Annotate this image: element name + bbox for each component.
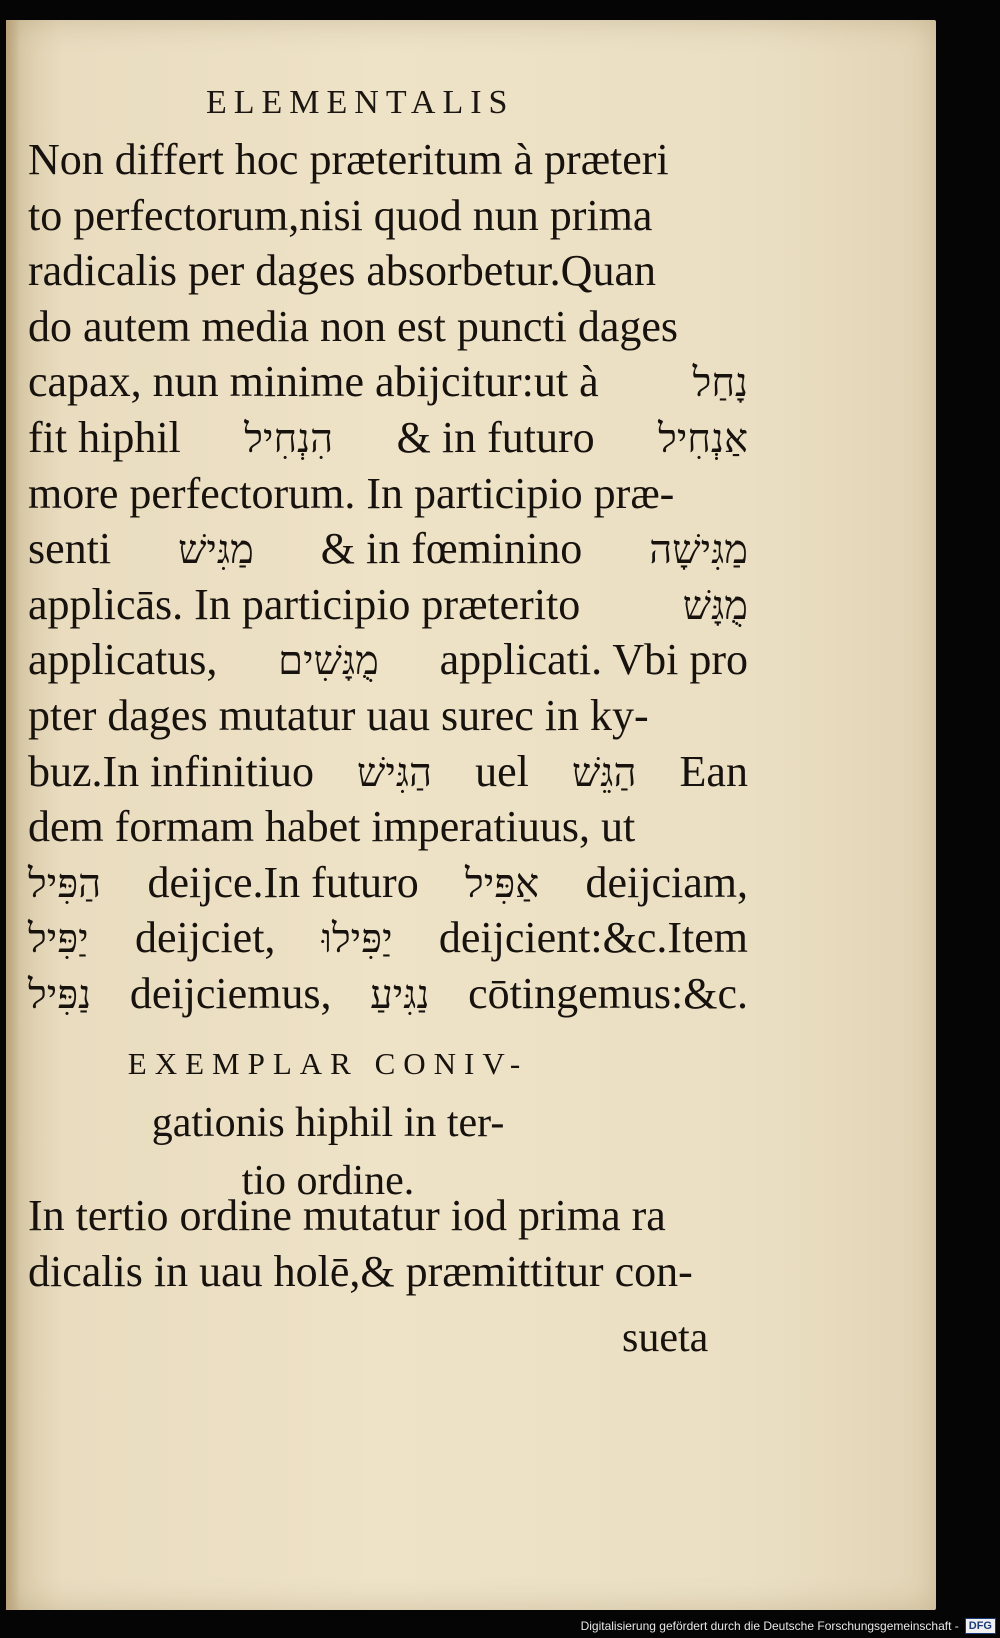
latin-text: & in futuro: [396, 412, 595, 462]
latin-text: do autem media non est puncti dages: [28, 301, 679, 351]
latin-text: applicatus,: [28, 635, 218, 685]
hebrew-word: אַפִּיל: [465, 860, 540, 907]
hebrew-word: מֻגָּשׁ: [682, 582, 748, 629]
latin-text: capax, nun minime abijcitur:ut à: [28, 357, 599, 407]
latin-text: dicalis in uau holē,& præmittitur con-: [28, 1246, 693, 1296]
latin-text: radicalis per dages absorbetur.Quan: [28, 246, 656, 296]
latin-text: deijciet,: [134, 913, 276, 963]
text-line: [28, 910, 748, 966]
section-heading-caps: EXEMPLAR CONIV-: [127, 1046, 529, 1081]
latin-text: deijciemus,: [129, 968, 332, 1018]
hebrew-word: הַפִּיל: [28, 860, 102, 907]
latin-text: Ean: [679, 746, 748, 796]
latin-text: fit hiphil: [28, 412, 181, 462]
text-line: [28, 354, 748, 410]
text-line: [28, 188, 748, 244]
text-line: [28, 688, 748, 744]
text-line: [28, 744, 748, 800]
hebrew-word: הַגֵּשׁ: [571, 749, 637, 796]
body-text-block: [28, 132, 748, 1022]
latin-text: In tertio ordine mutatur iod prima ra: [28, 1191, 666, 1240]
body-text-block-2: [28, 1188, 748, 1299]
section-heading-line-2: gationis hiphil in ter-: [151, 1100, 505, 1146]
text-line: [28, 243, 748, 299]
latin-text: cōtingemus:&c.: [468, 968, 748, 1018]
hebrew-word: מֻגָּשִׁים: [278, 638, 379, 685]
text-line: [28, 966, 748, 1022]
dfg-logo: DFG: [965, 1618, 996, 1634]
latin-text: deijce.In futuro: [147, 857, 419, 907]
page-gutter-shadow: [6, 20, 20, 1610]
hebrew-word: נָחַל: [692, 360, 748, 407]
hebrew-word: הִנְחִיל: [244, 415, 334, 462]
latin-text: buz.In infinitiuo: [28, 746, 314, 796]
book-page: [6, 20, 936, 1610]
latin-text: dem formam habet imperatiuus, ut: [28, 802, 636, 852]
latin-text: applicati. Vbi pro: [439, 635, 748, 685]
latin-text: deijcient:&c.Item: [438, 913, 748, 963]
text-line: [28, 1188, 748, 1244]
hebrew-word: נַגִּיעַ: [370, 971, 430, 1018]
text-line: [28, 466, 748, 522]
latin-text: uel: [475, 746, 529, 796]
section-heading: [28, 1034, 748, 1210]
hebrew-word: הַגִּישׁ: [357, 749, 433, 796]
latin-text: pter dages mutatur uau surec in ky-: [28, 690, 649, 740]
text-line: [28, 799, 748, 855]
hebrew-word: אַנְחִיל: [658, 415, 748, 462]
latin-text: more perfectorum. In participio præ-: [28, 468, 675, 518]
hebrew-word: נַפִּיל: [28, 971, 92, 1018]
hebrew-word: יַפִּיל: [28, 916, 89, 963]
text-line: [28, 855, 748, 911]
text-line: [28, 410, 748, 466]
latin-text: to perfectorum,nisi quod nun prima: [28, 190, 653, 240]
catchword: sueta: [622, 1315, 709, 1361]
text-line: [28, 299, 748, 355]
footer-credit-text: Digitalisierung gefördert durch die Deutsche Forschungsgemeinschaft -: [580, 1619, 959, 1633]
running-head: ELEMENTALIS: [206, 84, 515, 121]
latin-text: & in fœminino: [320, 524, 583, 574]
text-line: [28, 521, 748, 577]
section-heading-line-3: tio ordine.: [241, 1158, 415, 1204]
text-line: [28, 1244, 748, 1300]
hebrew-word: מַגִּישׁ: [178, 527, 254, 574]
footer-bar: [581, 1614, 1000, 1638]
hebrew-word: מַגִּישָׁה: [649, 527, 748, 574]
text-line: [28, 632, 748, 688]
text-line: [28, 577, 748, 633]
latin-text: senti: [28, 524, 112, 574]
text-line: [28, 132, 748, 188]
latin-text: deijciam,: [585, 857, 748, 907]
hebrew-word: יַפִּילוּ: [321, 916, 393, 963]
latin-text: applicās. In participio præterito: [28, 579, 581, 629]
latin-text: Non differt hoc præteritum à præteri: [28, 135, 669, 184]
